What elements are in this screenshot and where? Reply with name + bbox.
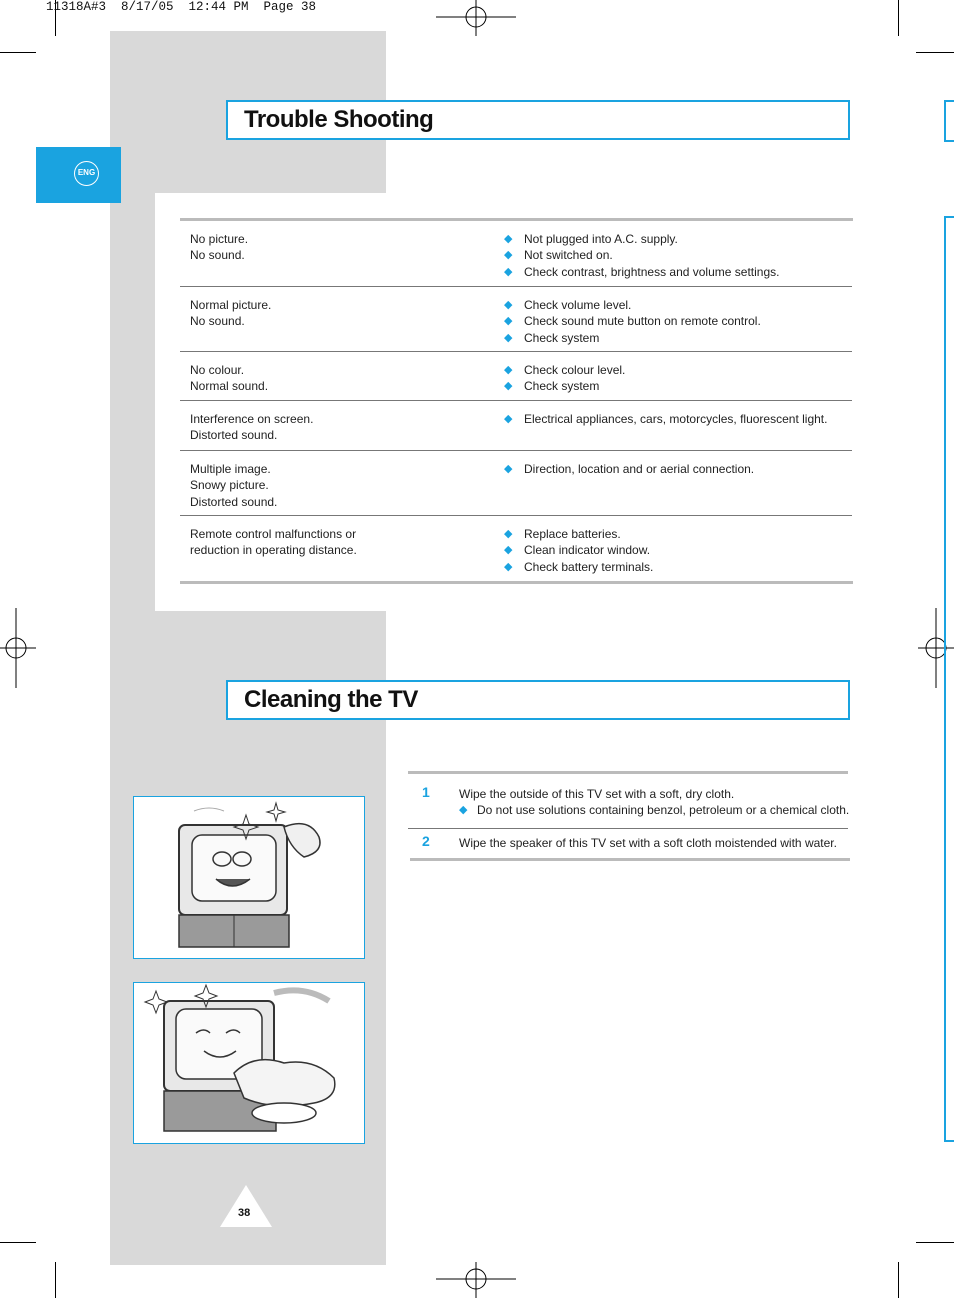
crop-mark xyxy=(0,1242,36,1243)
section-title: Cleaning the TV xyxy=(244,686,418,713)
symptom-text: Normal sound. xyxy=(190,379,269,394)
remedy-item xyxy=(504,264,779,280)
tv-wiping-illustration xyxy=(133,796,365,959)
remedy-cell xyxy=(504,461,754,477)
diamond-bullet-icon: ◆ xyxy=(504,528,513,540)
remedy-item xyxy=(504,313,761,329)
table-row xyxy=(180,221,852,287)
symptom-text: Distorted sound. xyxy=(190,428,278,443)
symptom-text: reduction in operating distance. xyxy=(190,543,357,558)
steps-bottom-rule xyxy=(410,858,850,861)
symptom-cell xyxy=(190,362,268,395)
edge-marker xyxy=(944,1140,954,1142)
symptom-cell xyxy=(190,231,248,264)
remedy-item xyxy=(504,559,653,575)
remedy-text: Electrical appliances, cars, motorcycles, fluorescent light. xyxy=(524,412,828,426)
table-row xyxy=(180,352,852,401)
remedy-cell xyxy=(504,297,761,346)
remedy-text: Check battery terminals. xyxy=(524,559,654,574)
table-bottom-rule xyxy=(180,581,853,584)
registration-mark-icon xyxy=(918,608,954,688)
symptom-text: Multiple image. xyxy=(190,462,271,476)
table-row xyxy=(180,287,852,352)
crop-mark xyxy=(898,1262,899,1298)
print-header: 11318A#3 8/17/05 12:44 PM Page 38 xyxy=(46,0,317,14)
diamond-bullet-icon: ◆ xyxy=(504,299,513,311)
symptom-text: Remote control malfunctions or xyxy=(190,527,357,541)
page-number-marker xyxy=(220,1185,272,1227)
diamond-bullet-icon: ◆ xyxy=(504,364,513,376)
edge-marker xyxy=(944,100,954,102)
section-title: Trouble Shooting xyxy=(244,106,434,133)
step-number: 1 xyxy=(422,784,430,800)
diamond-bullet-icon: ◆ xyxy=(504,265,513,278)
remedy-cell xyxy=(504,526,653,575)
remedy-item xyxy=(504,297,761,313)
edge-marker xyxy=(944,216,946,1142)
step-text: Wipe the speaker of this TV set with a soft cloth moistended with water. xyxy=(459,836,837,850)
remedy-text: Check contrast, brightness and volume settings. xyxy=(524,264,780,279)
table-row xyxy=(180,451,852,516)
symptom-text: Distorted sound. xyxy=(190,494,278,509)
step-number: 2 xyxy=(422,833,430,849)
diamond-bullet-icon: ◆ xyxy=(504,331,513,344)
remedy-text: Check system xyxy=(524,330,600,345)
remedy-text: Check volume level. xyxy=(524,298,632,312)
crop-mark xyxy=(916,52,954,53)
registration-mark-icon xyxy=(436,0,516,36)
remedy-cell xyxy=(504,231,779,280)
diamond-bullet-icon: ◆ xyxy=(459,804,468,816)
remedy-item xyxy=(504,247,779,263)
symptom-cell xyxy=(190,526,357,559)
symptom-text: No sound. xyxy=(190,314,245,329)
diamond-bullet-icon: ◆ xyxy=(504,315,513,328)
registration-mark-icon xyxy=(0,608,36,688)
step-text: Wipe the outside of this TV set with a soft, dry cloth. xyxy=(459,787,735,801)
symptom-text: Interference on screen. xyxy=(190,412,314,426)
symptom-text: No picture. xyxy=(190,232,249,246)
crop-mark xyxy=(898,0,899,36)
edge-marker xyxy=(944,100,946,142)
registration-mark-icon xyxy=(436,1262,516,1298)
remedy-text: Check colour level. xyxy=(524,363,626,377)
edge-marker xyxy=(944,140,954,142)
tv-cleaning-icon xyxy=(134,983,363,1142)
remedy-text: Check sound mute button on remote control. xyxy=(524,314,761,329)
diamond-bullet-icon: ◆ xyxy=(504,544,513,557)
speaker-cleaning-illustration xyxy=(133,982,365,1144)
steps-top-rule xyxy=(408,771,848,774)
symptom-text: Snowy picture. xyxy=(190,478,269,493)
symptom-text: Normal picture. xyxy=(190,298,272,312)
table-row xyxy=(180,516,852,581)
remedy-cell xyxy=(504,411,827,427)
diamond-bullet-icon: ◆ xyxy=(504,249,513,262)
remedy-text: Direction, location and or aerial connection. xyxy=(524,462,755,476)
section-title-box xyxy=(226,100,850,140)
remedy-text: Not switched on. xyxy=(524,248,613,263)
page-number: 38 xyxy=(238,1207,251,1219)
crop-mark xyxy=(55,1262,56,1298)
diamond-bullet-icon: ◆ xyxy=(504,463,513,475)
remedy-text: Check system xyxy=(524,379,600,394)
remedy-item xyxy=(504,526,653,542)
section-title-box xyxy=(226,680,850,720)
symptom-text: No sound. xyxy=(190,248,245,263)
step-note-text: Do not use solutions containing benzol, petroleum or a chemical cloth. xyxy=(477,803,850,817)
edge-marker xyxy=(944,216,954,218)
remedy-item xyxy=(504,330,761,346)
diamond-bullet-icon: ◆ xyxy=(504,560,513,573)
symptom-cell xyxy=(190,297,271,330)
remedy-item xyxy=(504,231,779,247)
table-row xyxy=(180,401,852,451)
remedy-item xyxy=(504,542,653,558)
symptom-cell xyxy=(190,411,313,444)
remedy-item xyxy=(504,362,625,378)
tv-cleaning-icon xyxy=(134,797,363,957)
language-badge: ENG xyxy=(74,161,99,186)
diamond-bullet-icon: ◆ xyxy=(504,413,513,425)
remedy-text: Replace batteries. xyxy=(524,527,621,541)
remedy-item xyxy=(504,378,625,394)
remedy-item xyxy=(504,461,754,477)
crop-mark xyxy=(916,1242,954,1243)
symptom-cell xyxy=(190,461,277,510)
symptom-text: No colour. xyxy=(190,363,245,377)
remedy-cell xyxy=(504,362,625,395)
crop-mark xyxy=(0,52,36,53)
diamond-bullet-icon: ◆ xyxy=(504,380,513,393)
step-divider xyxy=(408,828,848,829)
remedy-item xyxy=(504,411,827,427)
remedy-text: Not plugged into A.C. supply. xyxy=(524,232,678,246)
step-note xyxy=(459,803,849,817)
diamond-bullet-icon: ◆ xyxy=(504,233,513,245)
remedy-text: Clean indicator window. xyxy=(524,543,651,558)
